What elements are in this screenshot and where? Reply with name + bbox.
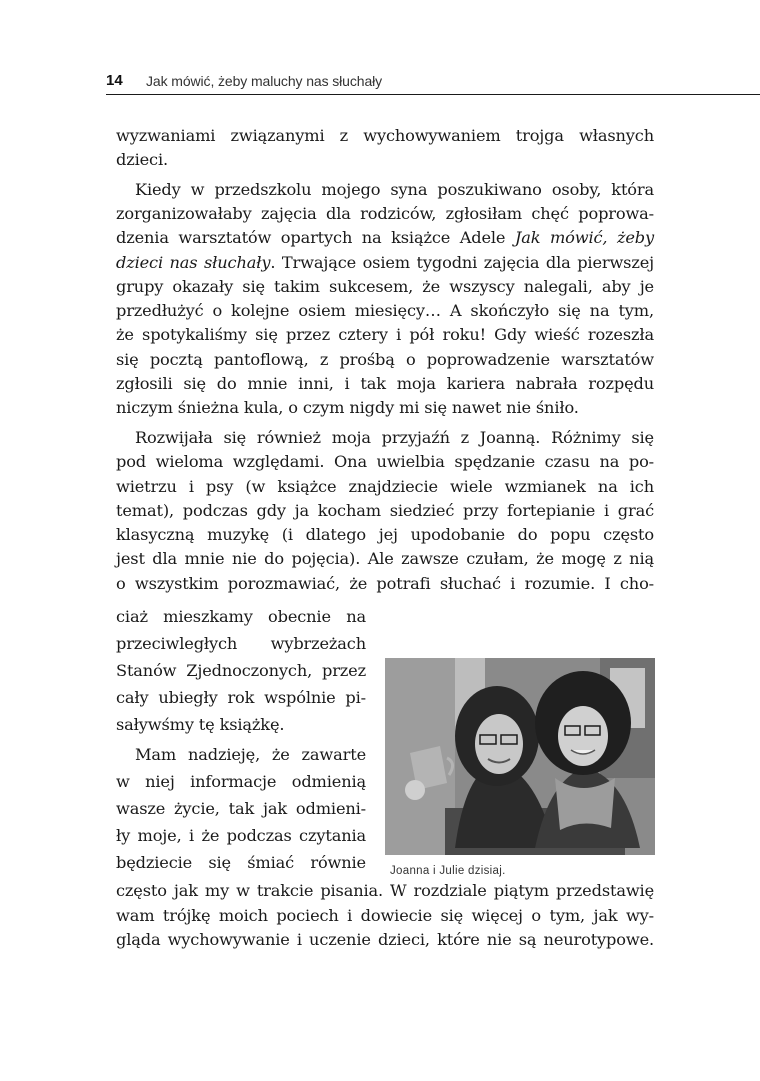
text-line: będziecie się śmiać równie [116,853,366,872]
text-line: jest dla mnie nie do pojęcia). Ale zawsze czułam, że mogę z nią [116,549,654,568]
text-line: dzieci. [116,150,168,169]
text-line: saływśmy tę książkę. [116,715,285,734]
text-line: cały ubiegły rok wspólnie pi- [116,688,366,707]
text-line: że spotykaliśmy się przez cztery i pół roku! Gdy wieść rozeszła [116,325,654,344]
text-segment: . Trwające osiem tygodni zajęcia dla pierwszej [270,253,655,272]
page-number: 14 [106,72,123,89]
text-line-with-book-title [116,251,654,275]
text-line: klasyczną muzykę (i dlatego jej upodobanie do popu często [116,525,654,544]
text-line: zorganizowałaby zajęcia dla rodziców, zgłosiłam chęć poprowa- [116,204,654,223]
text-line: ciaż mieszkamy obecnie na [116,607,366,626]
book-title-italic-cont: dzieci nas słuchały [116,253,271,272]
text-line: ły moje, i że podczas czytania [116,826,366,845]
text-line: Stanów Zjednoczonych, przez [116,661,366,680]
text-line: Mam nadzieję, że zawarte [135,745,366,764]
text-line: wasze życie, tak jak odmieni- [116,799,366,818]
text-line: wyzwaniami związanymi z wychowywaniem trojga własnych [116,126,654,145]
photo-joanna-and-julie [385,658,655,855]
photo-caption: Joanna i Julie dzisiaj. [390,865,506,877]
text-line: o wszystkim porozmawiać, że potrafi słuchać i rozumie. I cho- [116,574,654,593]
text-line: pod wieloma względami. Ona uwielbia spędzanie czasu na po- [116,452,654,471]
text-line-with-book-title [116,226,654,250]
text-line: wietrzu i psy (w książce znajdziecie wiele wzmianek na ich [116,477,654,496]
text-line: zgłosili się do mnie inni, i tak moja kariera nabrała rozpędu [116,374,654,393]
text-line: w niej informacje odmienią [116,772,366,791]
text-line: się pocztą pantoflową, z prośbą o poprowadzenie warsztatów [116,350,654,369]
text-line: przedłużyć o kolejne osiem miesięcy… A skończyło się na tym, [116,301,654,320]
text-line: przeciwległych wybrzeżach [116,634,366,653]
text-line: gląda wychowywanie i uczenie dzieci, które nie są neurotypowe. [116,930,654,949]
photo-illustration [385,658,655,855]
text-line: temat), podczas gdy ja kocham siedzieć przy fortepianie i grać [116,501,654,520]
text-line: Kiedy w przedszkolu mojego syna poszukiwano osoby, która [135,180,654,199]
text-line: grupy okazały się takim sukcesem, że wszyscy nalegali, aby je [116,277,654,296]
text-segment: dzenia warsztatów opartych na książce Adele [116,228,506,247]
text-line: często jak my w trakcie pisania. W rozdziale piątym przedstawię [116,881,654,900]
text-line: niczym śnieżna kula, o czym nigdy mi się nawet nie śniło. [116,398,579,417]
text-line: wam trójkę moich pociech i dowiecie się więcej o tym, jak wy- [116,906,654,925]
text-line: Rozwijała się również moja przyjaźń z Joanną. Różnimy się [135,428,654,447]
book-title-italic: Jak mówić, żeby [514,228,654,247]
running-title: Jak mówić, żeby maluchy nas słuchały [146,73,383,89]
running-header [106,70,760,95]
